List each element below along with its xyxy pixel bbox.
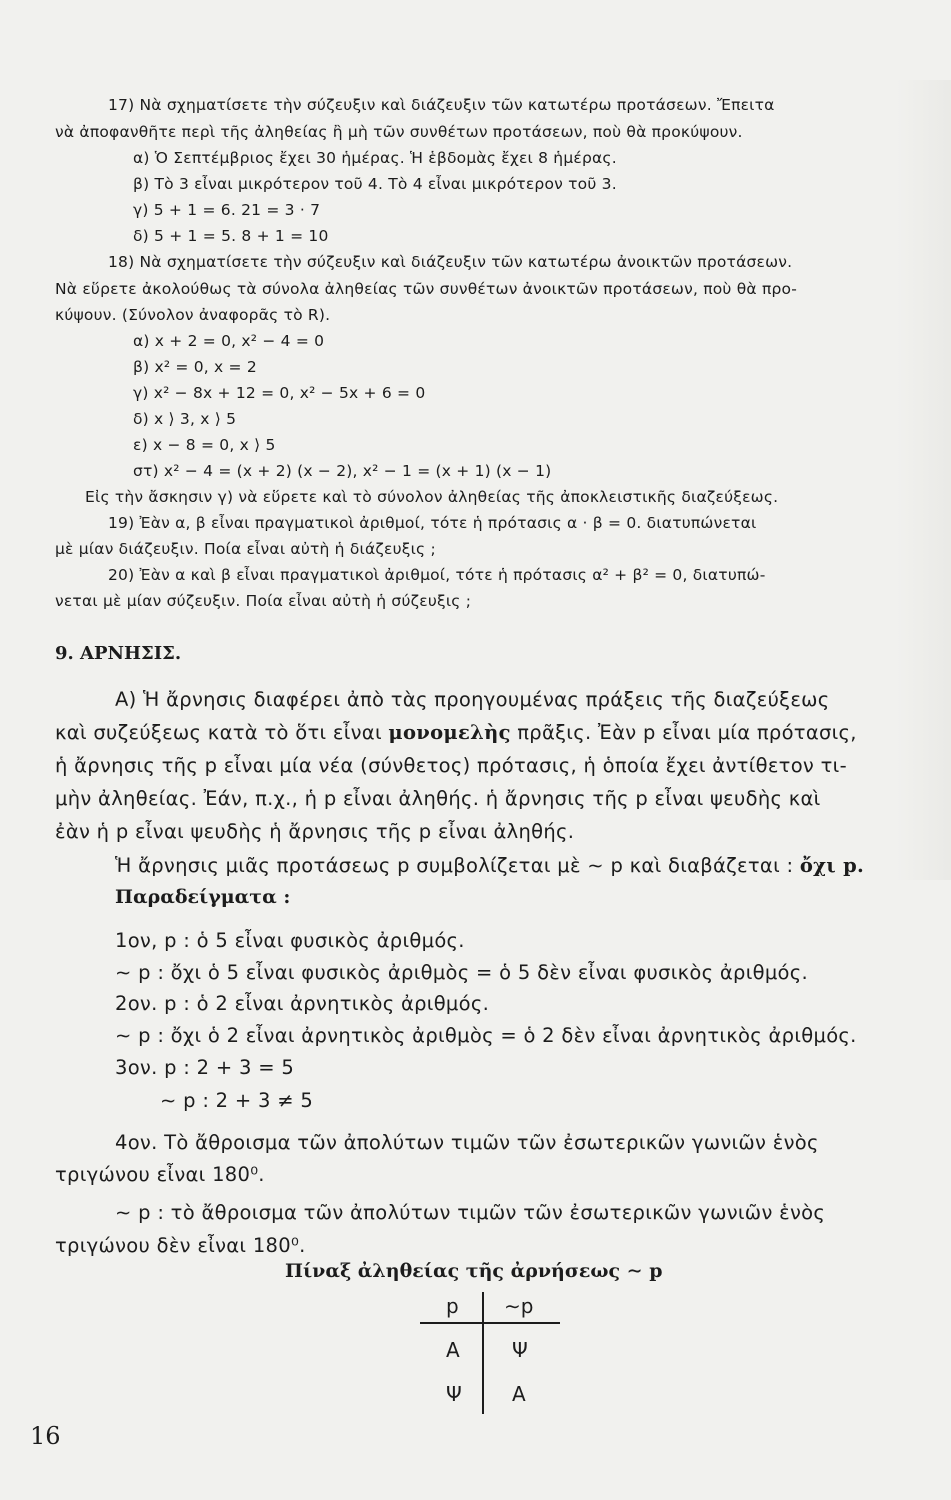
truth-table-header: p [446,1294,459,1318]
exercise-line: 17) Νὰ σχηματίσετε τὴν σύζευξιν καὶ διάζευξιν τῶν κατωτέρω προτάσεων. Ἔπειτα [108,96,775,114]
paragraph-line-composite [115,856,864,876]
paragraph-line: ἡ ἄρνησις τῆς p εἶναι μία νέα (σύνθετος) πρότασις, ἡ ὁποία ἔχει ἀντίθετον τι- [55,754,847,777]
example-line: ∼ p : τὸ ἄθροισμα τῶν ἀπολύτων τιμῶν τῶν ἐσωτερικῶν γωνιῶν ἑνὸς [115,1201,826,1224]
example-line: ∼ p : 2 + 3 ≠ 5 [160,1089,314,1112]
exercise-line: στ) x² − 4 = (x + 2) (x − 2), x² − 1 = (x + 1) (x − 1) [133,462,552,480]
exercise-line: γ) x² − 8x + 12 = 0, x² − 5x + 6 = 0 [133,384,426,402]
truth-table-cell: Ψ [512,1338,528,1362]
example-line: 4ον. Τὸ ἄθροισμα τῶν ἀπολύτων τιμῶν τῶν ἐσωτερικῶν γωνιῶν ἑνὸς [115,1131,819,1154]
exercise-line: β) x² = 0, x = 2 [133,358,257,376]
exercise-line: δ) x ⟩ 3, x ⟩ 5 [133,410,237,428]
section-heading: 9. ΑΡΝΗΣΙΣ. [55,643,182,664]
paragraph-line: μὴν ἀληθείας. Ἐάν, π.χ., ἡ p εἶναι ἀληθής. ἡ ἄρνησις τῆς p εἶναι ψευδὴς καὶ [55,787,821,810]
paragraph-line-composite [55,723,857,743]
paragraph-text: Ἡ ἄρνησις μιᾶς προτάσεως p συμβολίζεται μὲ ∼ p καὶ διαβάζεται : [115,854,794,877]
bleed-through-shadow [896,80,951,880]
example-line: 3ον. p : 2 + 3 = 5 [115,1056,295,1079]
truth-table-header: ∼p [504,1294,534,1318]
example-line: ∼ p : ὄχι ὁ 2 εἶναι ἀρνητικὸς ἀριθμὸς = ὁ 2 δὲν εἶναι ἀρνητικὸς ἀριθμός. [115,1024,857,1047]
exercise-line: κύψουν. (Σύνολον ἀναφορᾶς τὸ R). [55,306,331,324]
example-line: 2ον. p : ὁ 2 εἶναι ἀρνητικὸς ἀριθμός. [115,992,490,1015]
exercise-line: μὲ μίαν διάζευξιν. Ποία εἶναι αὐτὴ ἡ διάζευξις ; [55,540,436,558]
exercise-line: α) x + 2 = 0, x² − 4 = 0 [133,332,325,350]
exercise-line: δ) 5 + 1 = 5. 8 + 1 = 10 [133,227,329,245]
exercise-line: γ) 5 + 1 = 6. 21 = 3 · 7 [133,201,321,219]
example-line: τριγώνου εἶναι 180⁰. [55,1163,265,1186]
truth-table-cell: Α [446,1338,460,1362]
exercise-line: 19) Ἐὰν α, β εἶναι πραγματικοὶ ἀριθμοί, τότε ἡ πρότασις α · β = 0. διατυπώνεται [108,514,757,532]
example-line: ∼ p : ὄχι ὁ 5 εἶναι φυσικὸς ἀριθμὸς = ὁ 5 δὲν εἶναι φυσικὸς ἀριθμός. [115,961,809,984]
example-line: 1ον, p : ὁ 5 εἶναι φυσικὸς ἀριθμός. [115,929,465,952]
exercise-line: 18) Νὰ σχηματίσετε τὴν σύζευξιν καὶ διάζευξιν τῶν κατωτέρω ἀνοικτῶν προτάσεων. [108,253,793,271]
paragraph-line: Α) Ἡ ἄρνησις διαφέρει ἀπὸ τὰς προηγουμένας πράξεις τῆς διαζεύξεως [115,688,830,711]
truth-table-cell: Α [512,1382,526,1406]
page-number: 16 [30,1422,61,1450]
exercise-line: νεται μὲ μίαν σύζευξιν. Ποία εἶναι αὐτὴ ἡ σύζευξις ; [55,592,472,610]
exercise-line: α) Ὁ Σεπτέμβριος ἔχει 30 ἡμέρας. Ἡ ἑβδομὰς ἔχει 8 ἡμέρας. [133,149,617,167]
emphasis-term: μονομελὴς [388,721,511,744]
exercise-line: νὰ ἀποφανθῆτε περὶ τῆς ἀληθείας ἢ μὴ τῶν συνθέτων προτάσεων, ποὺ θὰ προκύψουν. [55,123,743,141]
exercise-line: ε) x − 8 = 0, x ⟩ 5 [133,436,276,454]
exercise-line: Νὰ εὕρετε ἀκολούθως τὰ σύνολα ἀληθείας τῶν συνθέτων ἀνοικτῶν προτάσεων, ποὺ θὰ προ- [55,280,797,298]
truth-table-cell: Ψ [446,1382,462,1406]
exercise-line: 20) Ἐὰν α καὶ β εἶναι πραγματικοὶ ἀριθμοί, τότε ἡ πρότασις α² + β² = 0, διατυπώ- [108,566,766,584]
emphasis-term: ὄχι p. [799,854,865,877]
paragraph-text: καὶ συζεύξεως κατὰ τὸ ὅτι εἶναι [55,721,382,744]
exercise-line: β) Τὸ 3 εἶναι μικρότερον τοῦ 4. Τὸ 4 εἶναι μικρότερον τοῦ 3. [133,175,617,193]
paragraph-text: πρᾶξις. Ἐὰν p εἶναι μία πρότασις, [517,721,857,744]
truth-table-divider-horizontal [420,1322,560,1324]
truth-table [420,1288,560,1414]
example-line: τριγώνου δὲν εἶναι 180⁰. [55,1234,306,1257]
truth-table-divider-vertical [482,1292,484,1414]
examples-heading: Παραδείγματα : [115,886,291,908]
paragraph-line: ἐὰν ἡ p εἶναι ψευδὴς ἡ ἄρνησις τῆς p εἶναι ἀληθής. [55,820,575,843]
exercise-line: Εἰς τὴν ἄσκησιν γ) νὰ εὕρετε καὶ τὸ σύνολον ἀληθείας τῆς ἀποκλειστικῆς διαζεύξεως. [85,488,779,506]
truth-table-title: Πίναξ ἀληθείας τῆς ἀρνήσεως ∼ p [285,1260,663,1282]
